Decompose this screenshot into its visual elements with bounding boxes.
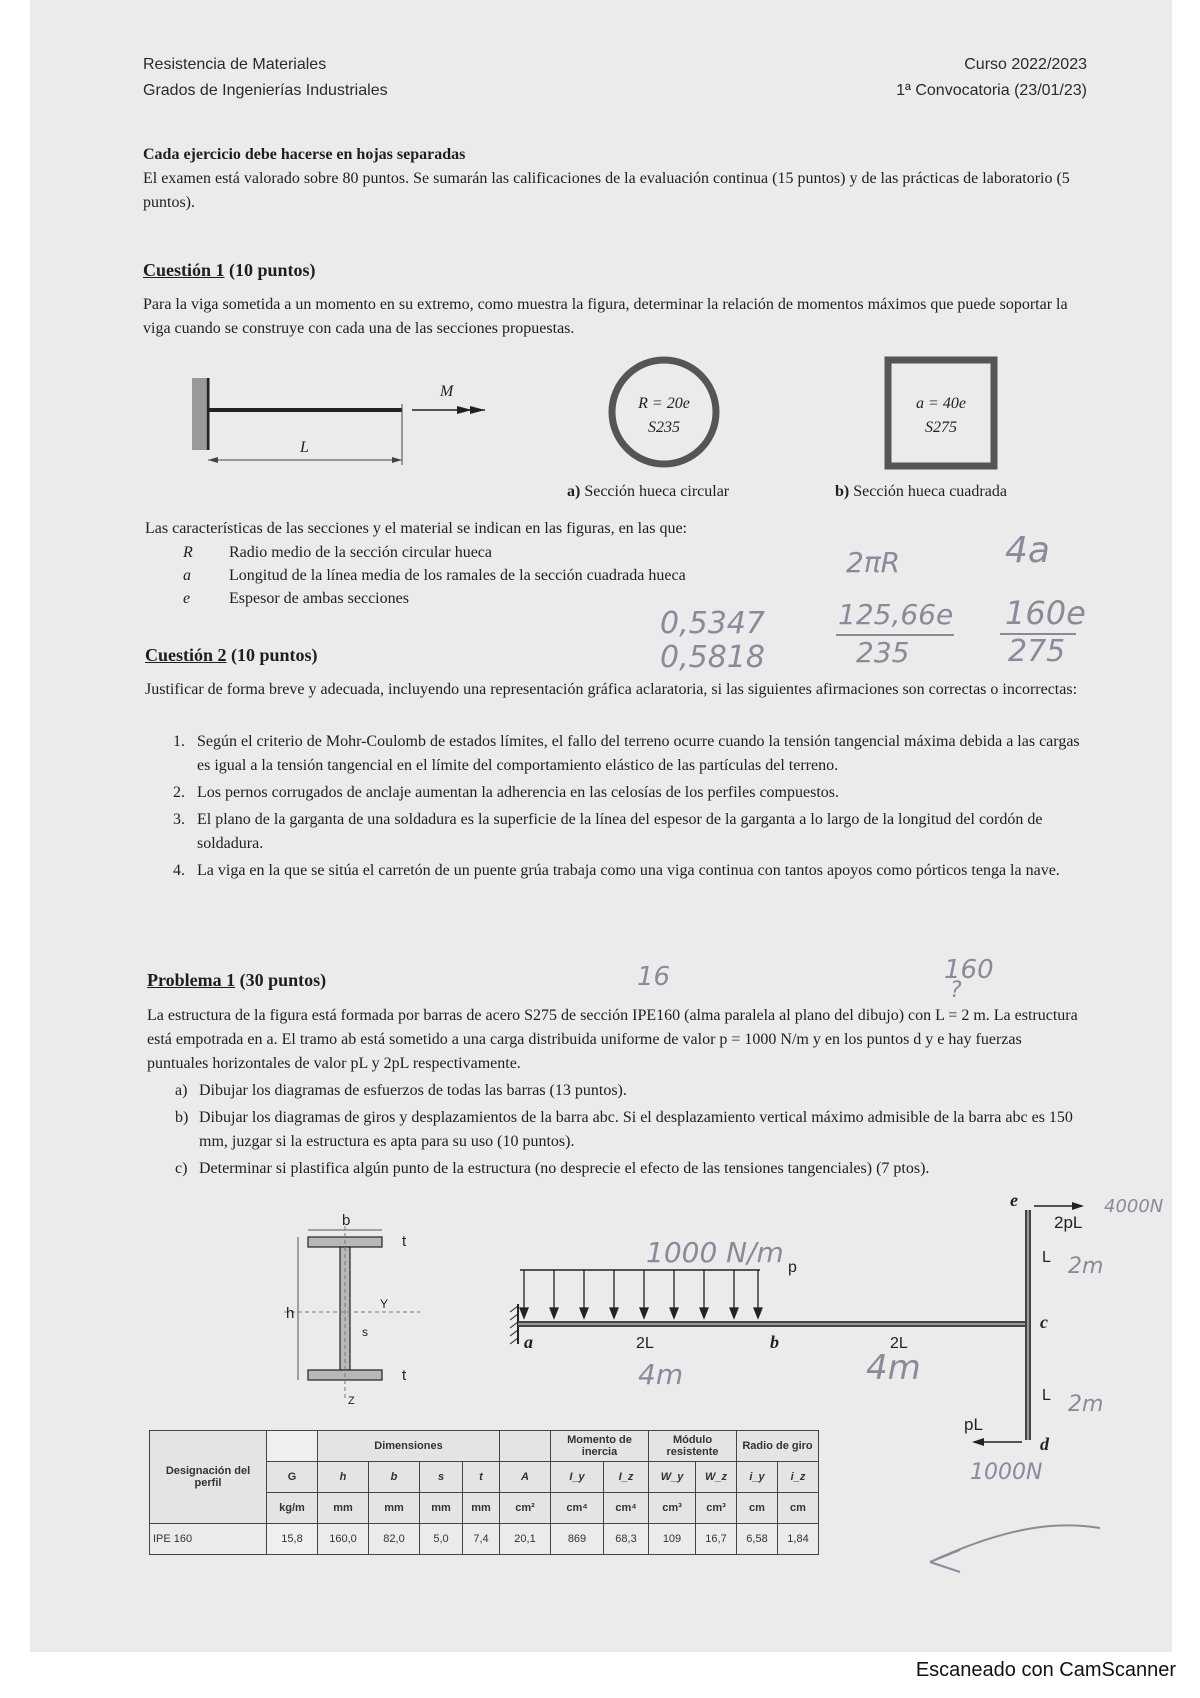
- hand-note: 0,5347: [660, 606, 765, 641]
- table-cell: 869: [551, 1524, 604, 1555]
- column-header: h: [318, 1462, 369, 1493]
- circ-radius-label: R = 20e: [638, 395, 690, 412]
- unit-header: cm²: [500, 1493, 551, 1524]
- force-2pL-label: 2pL: [1054, 1213, 1083, 1232]
- ibeam-t-label: t: [402, 1233, 407, 1250]
- column-header: W_y: [649, 1462, 696, 1493]
- column-header: i_z: [778, 1462, 819, 1493]
- force-pL-label: pL: [964, 1415, 983, 1434]
- q1-text: Para la viga sometida a un momento en su extremo, como muestra la figura, determinar la relación de momentos máximos que puede soportar la viga cuando se construye con cada una de las secciones propuestas.: [143, 296, 1068, 337]
- column-header: W_z: [696, 1462, 737, 1493]
- node-c-label: c: [1040, 1312, 1048, 1332]
- fixed-support: [192, 378, 206, 450]
- caption-b: b) Sección hueca cuadrada: [835, 483, 1007, 500]
- course-name: Resistencia de Materiales: [143, 56, 327, 73]
- hand-note: 275: [1008, 634, 1066, 669]
- def-item: a Longitud de la línea media de los ramales de la sección cuadrada hueca: [183, 567, 686, 584]
- ipe-section-figure: [270, 1210, 430, 1410]
- length-L-ce: L: [1042, 1249, 1051, 1266]
- table-header: Designación del perfil: [150, 1431, 267, 1524]
- table-row: [150, 1524, 819, 1555]
- table-cell: 109: [649, 1524, 696, 1555]
- hand-note: 16: [637, 962, 671, 992]
- hand-note: 4m: [638, 1358, 684, 1391]
- ibeam-b-label: b: [342, 1212, 351, 1229]
- table-header: Momento de inercia: [551, 1431, 649, 1462]
- unit-header: cm³: [649, 1493, 696, 1524]
- unit-header: mm: [318, 1493, 369, 1524]
- table-cell: 68,3: [604, 1524, 649, 1555]
- p1-points: (30 puntos): [235, 970, 327, 990]
- p1-tasks: [147, 1079, 1083, 1184]
- q2-text: Justificar de forma breve y adecuada, incluyendo una representación gráfica aclaratoria, si las siguientes afirmaciones son correctas o incorrectas:: [145, 681, 1078, 698]
- circ-steel-label: S235: [648, 419, 680, 436]
- ibeam-t-label-bottom: t: [402, 1367, 407, 1384]
- square-section: [880, 354, 1000, 474]
- list-item: 2. Los pernos corrugados de anclaje aumentan la adherencia en las celosías de los perfiles compuestos.: [173, 784, 839, 801]
- table-cell: 5,0: [420, 1524, 463, 1555]
- q1-heading: [143, 260, 316, 281]
- table-cell: 82,0: [369, 1524, 420, 1555]
- length-L-cd: L: [1042, 1387, 1051, 1404]
- degree-name: Grados de Ingenierías Industriales: [143, 82, 388, 99]
- column-header: G: [267, 1462, 318, 1493]
- list-item: 1. Según el criterio de Mohr-Coulomb de estados límites, el fallo del terreno ocurre cuando la tensión tangencial máxima debida a las cargas es igual a la tensión tangencial en el límite del comportamiento elástico de las partículas del terreno.: [173, 733, 1080, 774]
- unit-header: cm: [778, 1493, 819, 1524]
- q2-points: (10 puntos): [226, 645, 318, 665]
- ibeam-h-label: h: [286, 1305, 295, 1322]
- unit-header: kg/m: [267, 1493, 318, 1524]
- def-item: e Espesor de ambas secciones: [183, 590, 409, 607]
- table-cell: 7,4: [463, 1524, 500, 1555]
- unit-header: mm: [420, 1493, 463, 1524]
- exam-session: 1ª Convocatoria (23/01/23): [896, 82, 1087, 99]
- table-header: Radio de giro: [737, 1431, 819, 1462]
- length-2L-bc: 2L: [890, 1335, 908, 1352]
- table-cell: 20,1: [500, 1524, 551, 1555]
- table-cell: 16,7: [696, 1524, 737, 1555]
- hand-note: 1000 N/m: [646, 1236, 784, 1269]
- list-item: c) Determinar si plastifica algún punto de la estructura (no desprecie el efecto de las tensiones tangenciales) (7 ptos).: [175, 1160, 930, 1177]
- list-item: a) Dibujar los diagramas de esfuerzos de todas las barras (13 puntos).: [175, 1082, 627, 1099]
- p1-title: Problema 1: [147, 970, 236, 990]
- node-e-label: e: [1010, 1190, 1018, 1210]
- profile-name-cell: IPE 160: [150, 1524, 267, 1555]
- intro-notice: Cada ejercicio debe hacerse en hojas separadas: [143, 146, 466, 163]
- p1-text: La estructura de la figura está formada por barras de acero S275 de sección IPE160 (alma paralela al plano del dibujo) con L = 2 m. La estructura está empotrada en a. El tramo ab está sometido a una carga distribuida uniforme de valor p = 1000 N/m y en los puntos d y e hay fuerzas puntuales horizontales de valor pL y 2pL respectivamente.: [147, 1007, 1078, 1072]
- hand-note: 0,5818: [660, 640, 765, 675]
- hand-note: 235: [856, 636, 910, 669]
- table-header: Módulo resistente: [649, 1431, 737, 1462]
- table-cell: 1,84: [778, 1524, 819, 1555]
- length-label: L: [300, 439, 309, 456]
- column-header: I_z: [604, 1462, 649, 1493]
- ibeam-z-axis-label: Z: [348, 1395, 355, 1407]
- sq-steel-label: S275: [925, 419, 957, 436]
- q2-title: Cuestión 2: [145, 645, 227, 665]
- hand-note: 4a: [1005, 530, 1050, 571]
- unit-header: cm⁴: [551, 1493, 604, 1524]
- unit-header: cm³: [696, 1493, 737, 1524]
- hand-note: 125,66e: [838, 598, 954, 631]
- node-a-label: a: [524, 1332, 533, 1352]
- length-2L-ab: 2L: [636, 1335, 654, 1352]
- unit-header: mm: [369, 1493, 420, 1524]
- sq-side-label: a = 40e: [916, 395, 966, 412]
- table-header: Dimensiones: [318, 1431, 500, 1462]
- q1-points: (10 puntos): [224, 260, 316, 280]
- node-b-label: b: [770, 1332, 779, 1352]
- hand-arrow-sketch: [920, 1500, 1110, 1580]
- unit-header: cm: [737, 1493, 778, 1524]
- ibeam-s-label: s: [362, 1325, 368, 1339]
- hand-note: 4m: [866, 1348, 921, 1388]
- column-header: s: [420, 1462, 463, 1493]
- table-cell: 6,58: [737, 1524, 778, 1555]
- column-header: t: [463, 1462, 500, 1493]
- defs-intro: Las características de las secciones y el material se indican en las figuras, en las que:: [145, 520, 687, 537]
- column-header: I_y: [551, 1462, 604, 1493]
- q2-heading: [145, 645, 318, 666]
- hand-note: 2πR: [846, 546, 901, 579]
- hand-note: 4000N: [1104, 1196, 1164, 1217]
- hand-note: ?: [950, 978, 962, 1003]
- circular-section: [604, 352, 724, 472]
- table-cell: 160,0: [318, 1524, 369, 1555]
- hand-note: 2m: [1068, 1254, 1104, 1279]
- caption-a: a) Sección hueca circular: [567, 483, 730, 500]
- column-header: b: [369, 1462, 420, 1493]
- def-item: R Radio medio de la sección circular hueca: [183, 544, 492, 561]
- list-item: 4. La viga en la que se sitúa el carretón de un puente grúa trabaja como una viga continua con tantos apoyos como pórticos tenga la nave.: [173, 862, 1060, 879]
- table-cell: 15,8: [267, 1524, 318, 1555]
- cantilever-figure: [180, 370, 510, 480]
- frame-structure-figure: [470, 1190, 1120, 1460]
- hand-note: 1000N: [970, 1460, 1043, 1485]
- q2-statements: [145, 730, 1083, 886]
- column-header: A: [500, 1462, 551, 1493]
- list-item: 3. El plano de la garganta de una soldadura es la superficie de la línea del espesor de la garganta a lo largo de la longitud del cordón de soldadura.: [173, 811, 1043, 852]
- unit-header: mm: [463, 1493, 500, 1524]
- node-d-label: d: [1040, 1434, 1049, 1454]
- profile-table: [149, 1430, 819, 1555]
- hand-note: 160: [944, 955, 994, 985]
- q1-title: Cuestión 1: [143, 260, 225, 280]
- column-header: i_y: [737, 1462, 778, 1493]
- hand-note: 2m: [1068, 1392, 1104, 1417]
- list-item: b) Dibujar los diagramas de giros y desplazamientos de la barra abc. Si el desplazamiento vertical máximo admisible de la barra abc es 150 mm, juzgar si la estructura es apta para su uso (10 puntos).: [175, 1109, 1073, 1150]
- intro-text: El examen está valorado sobre 80 puntos. Se sumarán las calificaciones de la evaluación continua (15 puntos) y de las prácticas de laboratorio (5 puntos).: [143, 170, 1070, 211]
- moment-label: M: [440, 383, 454, 400]
- hand-note: 160e: [1005, 594, 1086, 632]
- unit-header: cm⁴: [604, 1493, 649, 1524]
- scanner-watermark: Escaneado con CamScanner: [915, 1659, 1176, 1681]
- definitions-list: [145, 541, 686, 610]
- label-p: p: [788, 1259, 797, 1276]
- p1-heading: [147, 970, 326, 991]
- ibeam-y-axis-label: Y: [380, 1297, 389, 1311]
- academic-year: Curso 2022/2023: [964, 56, 1087, 73]
